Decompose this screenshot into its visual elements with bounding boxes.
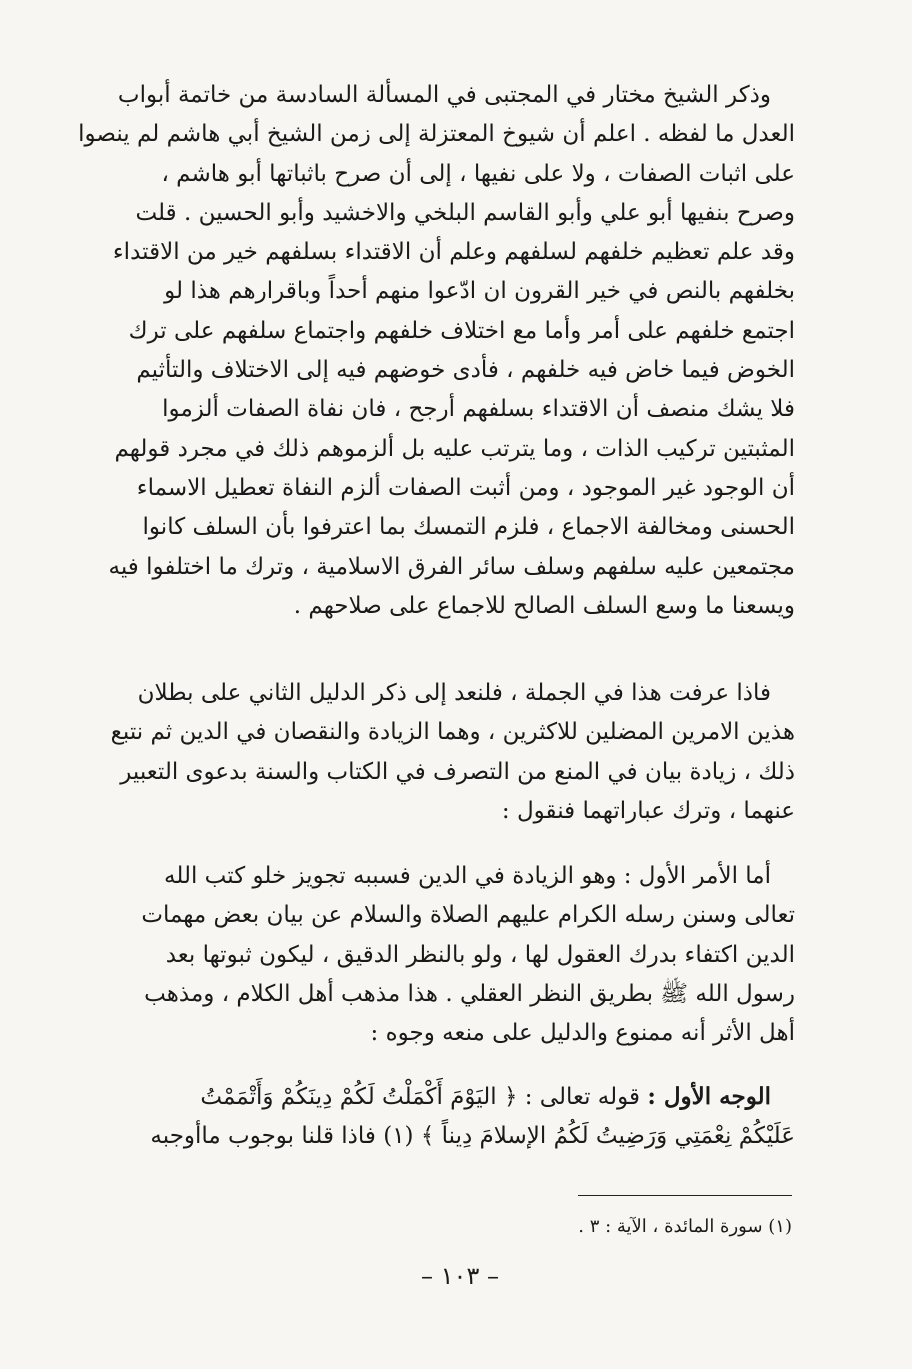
text-line: على اثبات الصفات ، ولا على نفيها ، إلى أن صرح باثباتها أبو هاشم ، [161,160,795,187]
text-line-body: قوله تعالى : ﴿ اليَوْمَ أَكْمَلْتُ لَكُمْ دِينَكُمْ وَأَتْمَمْتُ [200,1084,641,1110]
text-line: رسول الله ﷺ بطريق النظر العقلي . هذا مذهب أهل الكلام ، ومذهب [144,980,795,1007]
paragraph-2 [110,674,795,831]
text-line: أما الأمر الأول : وهو الزيادة في الدين فسببه تجويز خلو كتب الله [164,863,771,889]
text-line: الخوض فيما خاض فيه خلفهم ، فأدى خوضهم فيه إلى الاختلاف والتأثيم [136,357,795,384]
text-line: فلا يشك منصف أن الاقتداء بسلفهم أرجح ، فان نفاة الصفات ألزموا [162,396,795,423]
page-number: – ١٠٣ – [421,1262,499,1290]
paragraph-3 [141,857,795,1053]
text-line: هذين الامرين المضلين للاكثرين ، وهما الزيادة والنقصان في الدين ثم نتبع [110,719,795,746]
text-line: وذكر الشيخ مختار في المجتبى في المسألة السادسة من خاتمة أبواب [117,82,771,108]
text-line: ويسعنا ما وسع السلف الصالح للاجماع على صلاحهم . [293,592,795,619]
text-line: العدل ما لفظه . اعلم أن شيوخ المعتزلة إلى زمن الشيخ أبي هاشم لم ينصوا [78,121,795,148]
section-heading: الوجه الأول : [647,1083,771,1110]
text-line [150,1077,795,1117]
text-line: وصرح بنفيها أبو علي وأبو القاسم البلخي والاخشيد وأبو الحسين . قلت [135,199,795,226]
text-line: عنهما ، وترك عباراتهما فنقول : [501,797,795,824]
text-line: فاذا عرفت هذا في الجملة ، فلنعد إلى ذكر الدليل الثاني على بطلان [137,680,771,706]
text-line: مجتمعين عليه سلفهم وسلف سائر الفرق الاسلامية ، وترك ما اختلفوا فيه [108,553,795,580]
text-line: عَلَيْكُمْ نِعْمَتِي وَرَضِيتُ لَكُمُ الإسلامَ دِيناً ﴾ (١) فاذا قلنا بوجوب ماأوجبه [150,1123,795,1150]
footnote-divider [578,1195,792,1196]
text-line: ذلك ، زيادة بيان في المنع من التصرف في الكتاب والسنة بدعوى التعبير [120,758,795,785]
footnote: (١) سورة المائدة ، الآية : ٣ . [578,1216,792,1237]
text-line: وقد علم تعظيم خلفهم لسلفهم وعلم أن الاقتداء بسلفهم خير من الاقتداء [112,239,795,266]
text-line: اجتمع خلفهم على أمر وأما مع اختلاف خلفهم واجتماع سلفهم على ترك [128,317,795,344]
text-line: تعالى وسنن رسله الكرام عليهم الصلاة والسلام عن بيان بعض مهمات [141,902,795,929]
text-line: بخلفهم بالنص في خير القرون ان ادّعوا منهم أحداً وباقرارهم هذا لو [164,278,795,305]
text-line: الدين اكتفاء بدرك العقول لها ، ولو بالنظر الدقيق ، ليكون ثبوتها بعد [165,941,795,968]
text-line: الحسنى ومخالفة الاجماع ، فلزم التمسك بما اعترفوا بأن السلف كانوا [142,514,795,541]
text-line: أهل الأثر أنه ممنوع والدليل على منعه وجوه : [370,1020,795,1047]
paragraph-4 [150,1077,795,1157]
paragraph-1 [78,76,795,626]
text-line: المثبتين تركيب الذات ، وما يترتب عليه بل ألزموهم ذلك في مجرد قولهم [114,435,795,462]
text-line: أن الوجود غير الموجود ، ومن أثبت الصفات ألزم النفاة تعطيل الاسماء [136,474,795,501]
